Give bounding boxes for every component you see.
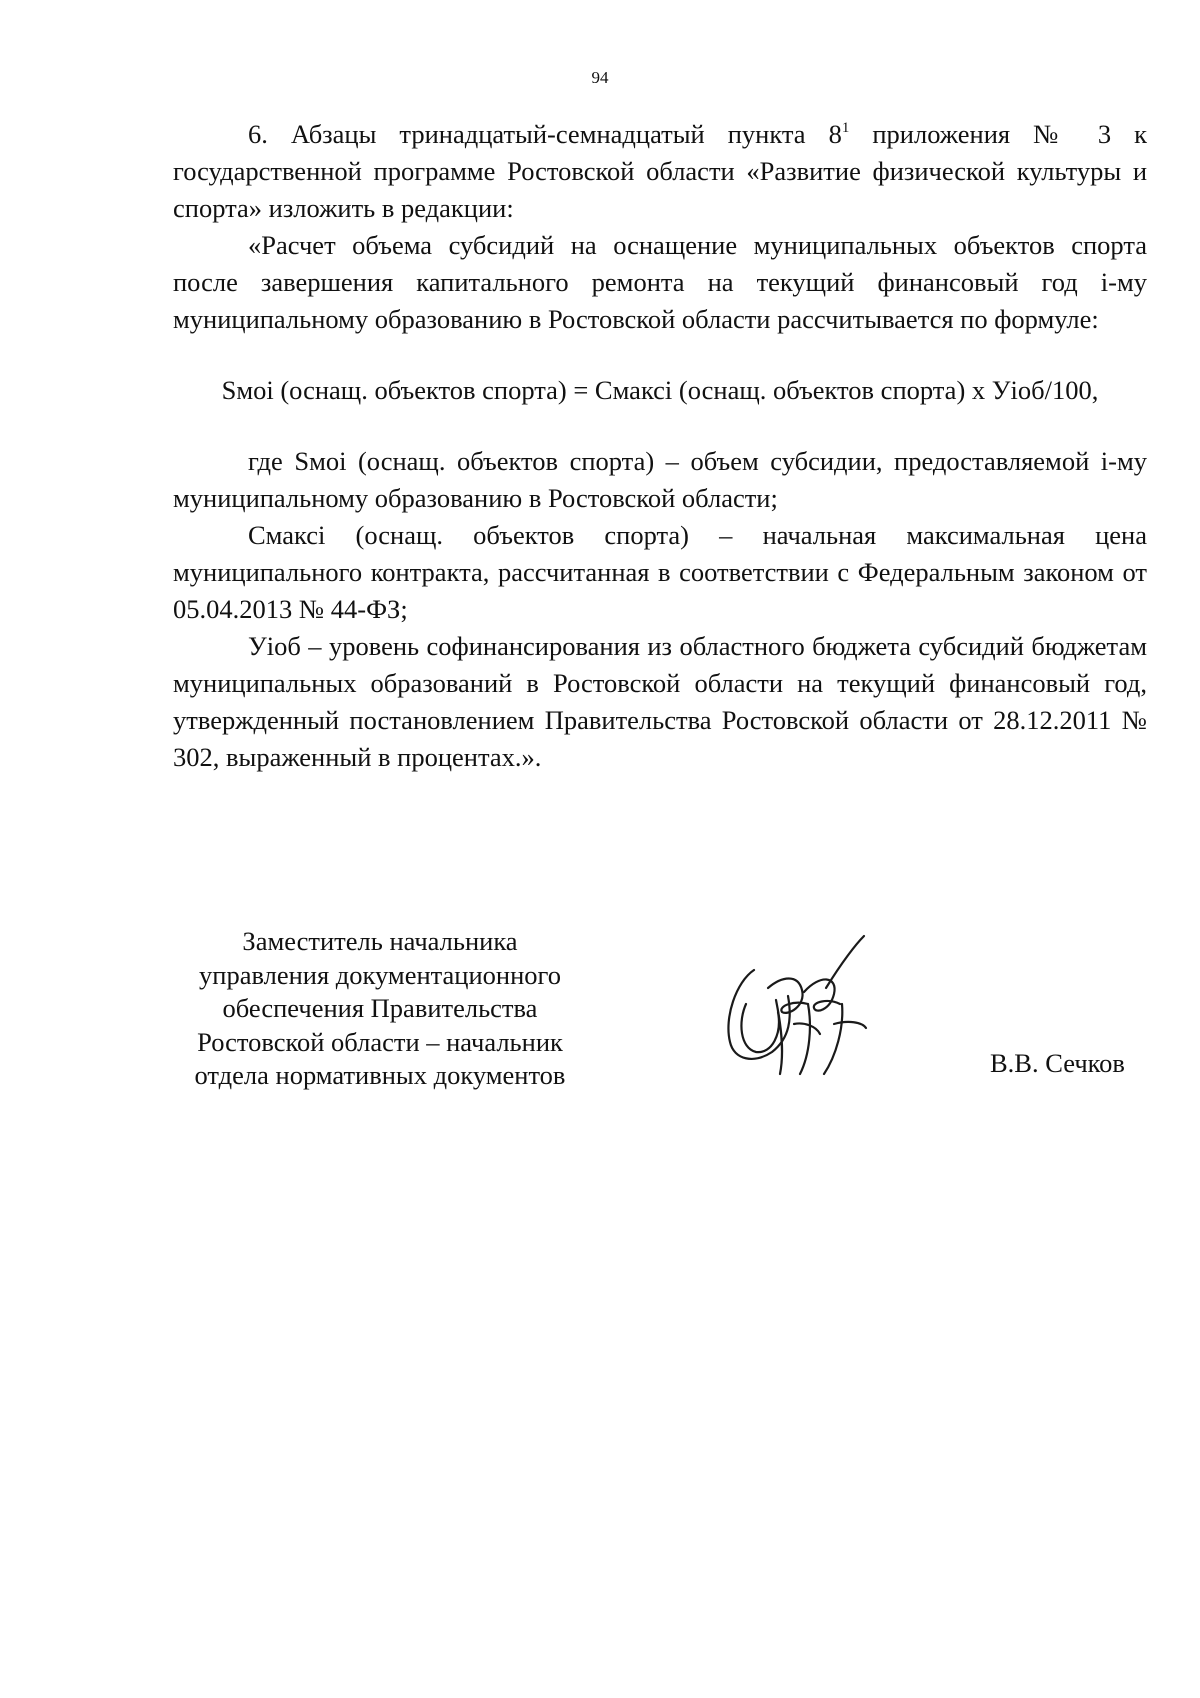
quote-intro-paragraph: «Расчет объема субсидий на оснащение муниципальных объектов спорта после завершения капитального ремонта на текущий финансовый год i-му муниципальному образованию в Ростовской области рассчитывается по формуле: xyxy=(173,230,1147,334)
amendment-text-after: приложения № 3 к государственной программе Ростовской области «Развитие физической культуры и спорта» изложить в редакции: xyxy=(173,119,1147,223)
definition-smaksi: Смаксi (оснащ. объектов спорта) – начальная максимальная цена муниципального контракта, рассчитанная в соответствии с Федеральным законом от 05.04.2013 № 44-ФЗ; xyxy=(173,520,1147,624)
amendment-superscript: 1 xyxy=(841,120,850,136)
document-body xyxy=(173,116,1147,776)
signatory-title xyxy=(170,925,590,1093)
signatory-title-line: управления документационного xyxy=(199,959,561,990)
definition-uiob: Уioб – уровень софинансирования из областного бюджета субсидий бюджетам муниципальных образований в Ростовской области на текущий финансовый год, утвержденный постановлением Правительства Ростовской области от 28.12.2011 № 302, выраженный в процентах.». xyxy=(173,631,1147,772)
amendment-text: 6. Абзацы тринадцатый-семнадцатый пункта 8 xyxy=(248,119,842,149)
subsidy-formula: Sмоi (оснащ. объектов спорта) = Смаксi (оснащ. объектов спорта) х Уioб/100, xyxy=(221,375,1099,405)
signatory-name: В.В. Сечков xyxy=(990,1048,1125,1078)
definition-smoi: где Sмоi (оснащ. объектов спорта) – объем субсидии, предоставляемой i-му муниципальному образованию в Ростовской области; xyxy=(173,446,1147,513)
page-number: 94 xyxy=(591,68,609,87)
handwritten-signature xyxy=(716,930,876,1080)
signatory-title-line: обеспечения Правительства xyxy=(222,993,538,1023)
amendment-paragraph xyxy=(173,116,1147,227)
signatory-title-line: Заместитель начальника xyxy=(242,926,518,956)
signatory-title-line: Ростовской области – начальник xyxy=(197,1026,563,1057)
signatory-title-line: отдела нормативных документов xyxy=(194,1060,566,1090)
